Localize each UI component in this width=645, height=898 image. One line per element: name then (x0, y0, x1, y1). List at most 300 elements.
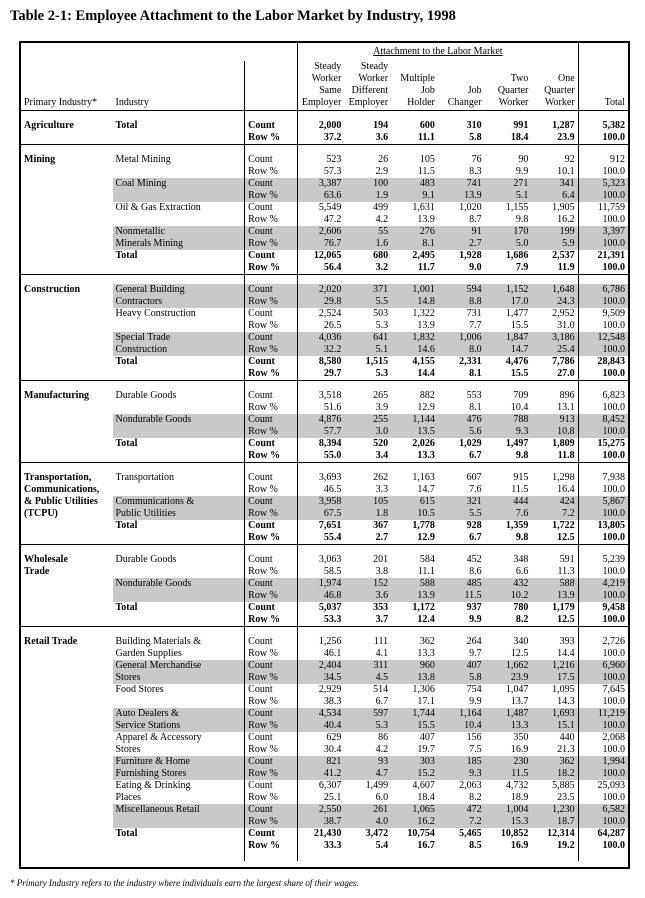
data-cell: 709 (513, 390, 529, 401)
data-cell: 348 (513, 554, 529, 565)
measure-label: Count (245, 202, 298, 214)
data-cell: 55 (344, 226, 391, 238)
data-cell: 912 (610, 154, 625, 165)
measure-label: Count (245, 284, 298, 296)
industry-label (113, 828, 245, 852)
data-cell: 14.7 (417, 484, 435, 495)
industry-label (113, 578, 245, 602)
data-cell: 26.5 (323, 320, 342, 331)
data-cell: 100.0 (602, 484, 625, 495)
data-cell: 25.1 (323, 792, 342, 803)
data-cell: 928 (466, 520, 482, 531)
measure-label: Row % (245, 614, 298, 627)
section-gap (21, 145, 628, 155)
data-cell: 5.5 (438, 508, 485, 520)
data-cell: 21,430 (313, 828, 342, 839)
data-cell: 91 (438, 226, 485, 238)
industry-label (113, 804, 245, 828)
data-cell: 15.5 (510, 320, 529, 331)
data-cell: 600 (419, 120, 435, 131)
data-cell: 230 (485, 756, 532, 768)
measure-label: Row % (245, 450, 298, 463)
data-cell: 1,306 (412, 684, 435, 695)
industry-label (113, 202, 245, 226)
data-cell: 100.0 (602, 320, 625, 331)
measure-label: Row % (245, 792, 298, 804)
data-cell: 185 (438, 756, 485, 768)
data-cell: 38.3 (323, 696, 342, 707)
text-line: Total (115, 520, 138, 531)
data-cell: 520 (373, 438, 389, 449)
text-line: Heavy Construction (115, 308, 196, 319)
data-cell: 7.9 (515, 262, 529, 273)
data-cell: 24.3 (531, 296, 578, 308)
header-spacer (578, 43, 628, 61)
header-line: Steady (360, 61, 389, 72)
text-line: Service Stations (115, 720, 181, 731)
data-cell: 19.2 (531, 840, 578, 852)
data-cell: 10.1 (531, 166, 578, 178)
table-row (21, 496, 628, 508)
data-cell: 2,026 (412, 438, 435, 449)
industry-label (113, 636, 245, 660)
table-row (21, 250, 628, 262)
data-cell: 1,163 (412, 472, 435, 483)
header-line: Total (604, 97, 625, 108)
data-cell: 6,786 (578, 284, 628, 296)
industry-label (113, 660, 245, 684)
data-cell: 38.7 (298, 816, 345, 828)
text-line: Durable Goods (115, 390, 177, 401)
industry-label (113, 780, 245, 804)
data-cell: 3.2 (375, 262, 389, 273)
data-cell: 310 (466, 120, 482, 131)
data-cell: 17.0 (485, 296, 532, 308)
data-cell: 1,004 (485, 804, 532, 816)
data-cell: 194 (373, 120, 389, 131)
data-cell: 514 (373, 684, 389, 695)
data-cell: 4.1 (375, 648, 389, 659)
data-cell: 5,323 (578, 178, 628, 190)
column-header (531, 61, 578, 111)
text-line: Trade (24, 566, 50, 577)
industry-label (113, 308, 245, 332)
data-cell: 424 (531, 496, 578, 508)
primary-industry (21, 284, 113, 381)
data-cell: 25,093 (597, 780, 625, 791)
data-cell: 1,179 (531, 602, 578, 614)
industry-label (113, 250, 245, 275)
data-cell: 40.4 (298, 720, 345, 732)
text-line: Furnishing Stores (115, 768, 187, 779)
data-cell: 440 (531, 732, 578, 744)
text-line: Coal Mining (115, 178, 167, 189)
data-cell: 13,805 (597, 520, 625, 531)
data-cell: 8,394 (318, 438, 342, 449)
measure-label: Count (245, 660, 298, 672)
data-cell: 100.0 (578, 672, 628, 684)
data-cell: 10.4 (510, 402, 529, 413)
data-cell: 13.5 (391, 426, 438, 438)
data-cell: 8.2 (515, 614, 529, 625)
table-row (21, 154, 628, 166)
data-cell: 55.0 (323, 450, 342, 461)
data-cell: 4,876 (298, 414, 345, 426)
industry-label (113, 414, 245, 438)
measure-label: Row % (245, 590, 298, 602)
data-cell: 7.7 (469, 320, 482, 331)
data-cell: 7.6 (485, 508, 532, 520)
text-line: Total (115, 828, 138, 839)
data-cell: 915 (513, 472, 529, 483)
measure-label: Row % (245, 484, 298, 496)
data-cell: 29.8 (298, 296, 345, 308)
data-cell: 5,885 (531, 780, 578, 792)
data-cell: 2,495 (412, 250, 435, 261)
data-cell: 265 (373, 390, 389, 401)
data-cell: 3.0 (344, 426, 391, 438)
data-cell: 1,047 (505, 684, 529, 695)
data-cell: 11.7 (417, 262, 435, 273)
data-cell: 1,631 (412, 202, 435, 213)
measure-label: Row % (245, 672, 298, 684)
data-cell: 16.7 (417, 840, 435, 851)
text-line: Furniture & Home (115, 756, 190, 767)
measure-label: Count (245, 120, 298, 132)
table-row (21, 120, 628, 132)
data-cell: 5,239 (602, 554, 625, 565)
data-cell: 597 (344, 708, 391, 720)
industry-label (113, 226, 245, 250)
data-cell: 6,823 (602, 390, 625, 401)
data-cell: 37.2 (323, 132, 342, 143)
industry-label (113, 438, 245, 463)
table-row (21, 602, 628, 614)
data-cell: 14.3 (531, 696, 578, 708)
data-cell: 821 (298, 756, 345, 768)
text-line: Wholesale (24, 554, 68, 565)
data-cell: 350 (513, 732, 529, 743)
data-cell: 1,722 (531, 520, 578, 532)
table-row (21, 226, 628, 238)
text-line: Nonmetallic (115, 226, 165, 237)
header-line (479, 73, 482, 84)
industry-label (113, 602, 245, 627)
data-cell: 1,662 (485, 660, 532, 672)
measure-label: Row % (245, 648, 298, 660)
data-cell: 1,152 (485, 284, 532, 296)
measure-label: Count (245, 636, 298, 648)
table-frame (19, 41, 630, 869)
measure-label: Row % (245, 840, 298, 852)
measure-label: Row % (245, 532, 298, 545)
header-line: Different (351, 85, 389, 96)
measure-label: Count (245, 684, 298, 696)
data-cell: 1.6 (344, 238, 391, 250)
table-row (21, 390, 628, 402)
data-cell: 11.1 (417, 132, 435, 143)
data-cell: 1,287 (531, 120, 578, 132)
data-cell: 100.0 (602, 132, 625, 143)
data-cell: 1,497 (505, 438, 529, 449)
data-cell: 13.9 (417, 214, 435, 225)
data-cell: 5.1 (485, 190, 532, 202)
data-cell: 9.7 (469, 648, 482, 659)
data-cell: 8.8 (438, 296, 485, 308)
data-cell: 340 (513, 636, 529, 647)
data-cell: 731 (466, 308, 482, 319)
data-cell: 362 (531, 756, 578, 768)
data-cell: 47.2 (323, 214, 342, 225)
table-row (21, 780, 628, 792)
data-cell: 9.8 (515, 214, 529, 225)
data-cell: 17.1 (417, 696, 435, 707)
data-cell: 9,509 (602, 308, 625, 319)
table-row (21, 804, 628, 816)
measure-label: Row % (245, 816, 298, 828)
measure-label: Row % (245, 166, 298, 178)
data-cell: 4,607 (412, 780, 435, 791)
data-cell: 11.5 (485, 768, 532, 780)
data-cell: 3,186 (531, 332, 578, 344)
data-cell: 1,095 (531, 684, 578, 696)
data-cell: 55.4 (323, 532, 342, 543)
data-cell: 18.7 (531, 816, 578, 828)
measure-label: Count (245, 178, 298, 190)
data-cell: 100.0 (578, 238, 628, 250)
data-cell: 3.6 (344, 590, 391, 602)
data-cell: 10.4 (438, 720, 485, 732)
data-cell: 1.9 (344, 190, 391, 202)
measure-label: Count (245, 496, 298, 508)
industry-label (113, 520, 245, 545)
data-cell: 13.7 (510, 696, 529, 707)
header-line (623, 61, 626, 72)
column-header (485, 61, 532, 111)
data-cell: 5.3 (375, 320, 389, 331)
data-cell: 3.8 (375, 566, 389, 577)
data-cell: 5.6 (438, 426, 485, 438)
data-cell: 7.6 (469, 484, 482, 495)
data-cell: 1,832 (391, 332, 438, 344)
data-cell: 3,958 (298, 496, 345, 508)
data-cell: 8.1 (469, 368, 482, 379)
text-line: Minerals Mining (115, 238, 183, 249)
data-cell: 9.1 (391, 190, 438, 202)
data-cell: 30.4 (323, 744, 342, 755)
header-line: Employer (348, 97, 389, 108)
data-cell: 63.6 (298, 190, 345, 202)
text-line: Construction (115, 344, 168, 355)
data-cell: 1,809 (531, 438, 578, 450)
data-cell: 2.7 (438, 238, 485, 250)
data-cell: 264 (466, 636, 482, 647)
industry-label (113, 332, 245, 356)
data-cell: 1,847 (485, 332, 532, 344)
data-cell: 3.4 (375, 450, 389, 461)
data-cell: 34.5 (298, 672, 345, 684)
data-cell: 64,287 (597, 828, 625, 839)
measure-label: Row % (245, 132, 298, 145)
data-cell: 1,693 (531, 708, 578, 720)
industry-label (113, 284, 245, 308)
data-cell: 641 (344, 332, 391, 344)
data-cell: 7.2 (438, 816, 485, 828)
data-cell: 10.8 (531, 426, 578, 438)
data-cell: 1,006 (438, 332, 485, 344)
measure-label: Row % (245, 344, 298, 356)
data-cell: 303 (391, 756, 438, 768)
data-cell: 3,472 (365, 828, 389, 839)
data-cell: 100.0 (602, 214, 625, 225)
data-cell: 341 (531, 178, 578, 190)
header-line (432, 61, 435, 72)
measure-label: Count (245, 554, 298, 566)
data-cell: 5.0 (485, 238, 532, 250)
industry-label (113, 120, 245, 145)
data-cell: 100.0 (602, 262, 625, 273)
data-cell: 6.7 (469, 450, 482, 461)
measure-label: Row % (245, 744, 298, 756)
data-cell: 1,515 (365, 356, 389, 367)
industry-label (113, 684, 245, 708)
data-cell: 9.9 (515, 166, 529, 177)
data-cell: 9.0 (469, 262, 482, 273)
table-row (21, 472, 628, 484)
header-line: Changer (447, 97, 482, 108)
data-cell: 92 (531, 154, 578, 166)
industry-label (113, 496, 245, 520)
text-line: Places (115, 792, 142, 803)
data-cell: 1,905 (531, 202, 578, 214)
measure-label: Row % (245, 720, 298, 732)
data-cell: 4,036 (298, 332, 345, 344)
data-cell: 100.0 (578, 296, 628, 308)
data-cell: 18.2 (531, 768, 578, 780)
data-cell: 28,843 (597, 356, 625, 367)
header-line (526, 61, 529, 72)
section-gap (21, 111, 628, 121)
data-cell: 1,172 (412, 602, 435, 613)
data-cell: 261 (344, 804, 391, 816)
data-cell: 15.3 (485, 816, 532, 828)
data-cell: 16.9 (510, 744, 529, 755)
text-line: Miscellaneous Retail (115, 804, 200, 815)
measure-label: Count (245, 828, 298, 840)
data-cell: 2.7 (375, 532, 389, 543)
measure-label: Count (245, 602, 298, 614)
table-row (21, 356, 628, 368)
data-cell: 100.0 (602, 368, 625, 379)
data-cell: 271 (485, 178, 532, 190)
text-line: Total (115, 438, 138, 449)
data-cell: 53.3 (323, 614, 342, 625)
table-row (21, 284, 628, 296)
data-cell: 2,068 (602, 732, 625, 743)
data-cell: 371 (344, 284, 391, 296)
text-line: Agriculture (24, 120, 74, 131)
data-cell: 11.5 (438, 590, 485, 602)
data-cell: 105 (419, 154, 435, 165)
data-cell: 100.0 (578, 816, 628, 828)
data-cell: 46.8 (298, 590, 345, 602)
text-line: Manufacturing (24, 390, 89, 401)
data-cell: 393 (531, 636, 578, 648)
table-row (21, 684, 628, 696)
data-cell: 100.0 (578, 190, 628, 202)
text-line: Total (115, 356, 138, 367)
measure-label: Count (245, 414, 298, 426)
data-cell: 6.6 (515, 566, 529, 577)
data-cell: 12.5 (531, 614, 578, 627)
data-cell: 21,391 (597, 250, 625, 261)
header-line: Worker (358, 73, 389, 84)
header-line: Worker (544, 97, 575, 108)
data-cell: 13.1 (531, 402, 578, 414)
measure-label: Count (245, 250, 298, 262)
data-cell: 13.9 (438, 190, 485, 202)
data-cell: 13.3 (485, 720, 532, 732)
section-gap (21, 463, 628, 473)
data-cell: 14.4 (417, 368, 435, 379)
table-row (21, 578, 628, 590)
data-cell: 56.4 (323, 262, 342, 273)
data-cell: 14.6 (391, 344, 438, 356)
data-cell: 14.7 (485, 344, 532, 356)
data-cell: 262 (373, 472, 389, 483)
data-cell: 12,548 (578, 332, 628, 344)
table-row (21, 414, 628, 426)
header-line: Holder (407, 97, 435, 108)
data-cell: 13.8 (391, 672, 438, 684)
measure-label: Count (245, 472, 298, 484)
data-cell: 960 (391, 660, 438, 672)
measure-label: Row % (245, 402, 298, 414)
data-cell: 16.2 (391, 816, 438, 828)
header-line: Job (467, 85, 482, 96)
data-cell: 93 (344, 756, 391, 768)
data-cell: 4.0 (344, 816, 391, 828)
data-cell: 788 (485, 414, 532, 426)
data-cell: 680 (373, 250, 389, 261)
data-cell: 5,037 (318, 602, 342, 613)
text-line: Mining (24, 154, 56, 165)
measure-label: Count (245, 708, 298, 720)
data-cell: 3,387 (298, 178, 345, 190)
measure-label: Count (245, 732, 298, 744)
text-line: Nondurable Goods (115, 578, 192, 589)
data-cell: 4.2 (375, 214, 389, 225)
data-cell: 100.0 (578, 720, 628, 732)
data-cell: 100.0 (602, 566, 625, 577)
data-cell: 201 (373, 554, 389, 565)
column-header (298, 61, 345, 111)
industry-label (113, 178, 245, 202)
data-cell: 14.4 (531, 648, 578, 660)
data-cell: 607 (466, 472, 482, 483)
column-header (578, 61, 628, 111)
text-line: Total (115, 250, 138, 261)
data-cell: 991 (513, 120, 529, 131)
data-cell: 156 (466, 732, 482, 743)
data-cell: 1.8 (344, 508, 391, 520)
data-cell: 4,219 (578, 578, 628, 590)
data-cell: 311 (344, 660, 391, 672)
data-cell: 321 (438, 496, 485, 508)
data-cell: 100.0 (602, 744, 625, 755)
data-cell: 5.3 (344, 720, 391, 732)
data-cell: 13.3 (417, 648, 435, 659)
